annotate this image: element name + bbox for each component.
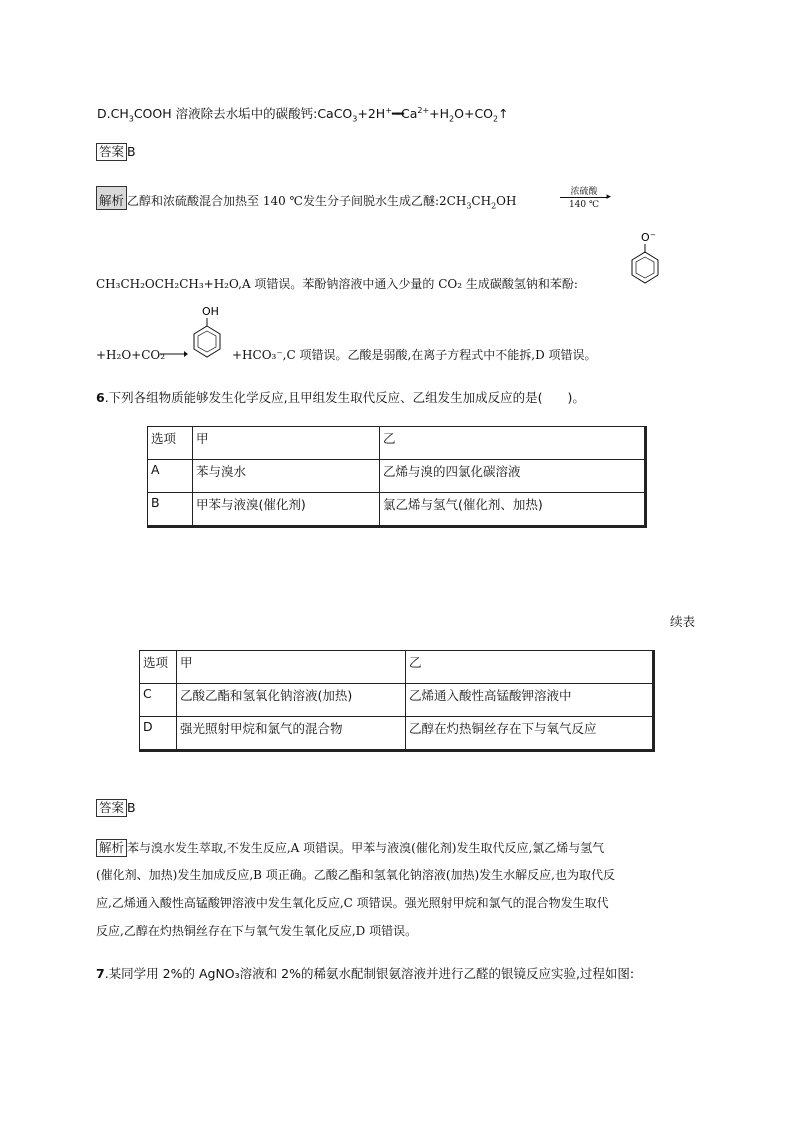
answer-label: 答案	[96, 143, 127, 161]
question-number: 7	[96, 966, 105, 981]
table-cell: C	[140, 684, 177, 717]
explanation-2-line-2: (催化剂、加热)发生加成反应,B 项正确。乙酸乙酯和氢氧化钠溶液(加热)发生水解反应,也为取代反	[96, 868, 615, 882]
arrow-shaft: ▸	[560, 197, 608, 198]
table-header-cell: 甲	[177, 651, 406, 684]
table-cell: 强光照射甲烷和氯气的混合物	[177, 717, 406, 751]
table-cell: D	[140, 717, 177, 751]
answer-label: 答案	[96, 799, 127, 817]
options-table-2	[139, 650, 655, 752]
question-6	[96, 390, 585, 406]
table-row	[140, 717, 654, 751]
table-cell: 氯乙烯与氢气(催化剂、加热)	[380, 493, 646, 527]
question-number: 6	[96, 390, 105, 405]
question-text: .下列各组物质能够发生化学反应,且甲组发生取代反应、乙组发生加成反应的是( )。	[104, 390, 585, 405]
table-cell: 乙烯通入酸性高锰酸钾溶液中	[406, 684, 654, 717]
arrow-condition-bottom: 140 ℃	[568, 200, 600, 210]
question-text: .某同学用 2%的 AgNO₃溶液和 2%的稀氨水配制银氨溶液并进行乙醛的银镜反应实验,过程如图:	[104, 966, 635, 981]
answer-2	[96, 799, 136, 817]
table-header-cell: 乙	[380, 427, 646, 460]
explanation-label: 解析	[96, 839, 127, 857]
question-7	[96, 966, 634, 982]
table-cell: 甲苯与液溴(催化剂)	[193, 493, 380, 527]
explanation-1-line-3b: +HCO₃⁻,C 项错误。乙酸是弱酸,在离子方程式中不能拆,D 项错误。	[232, 348, 597, 362]
table-row	[148, 460, 646, 493]
arrow-condition-top: 浓硫酸	[570, 187, 598, 197]
explanation-2-line-3: 应,乙烯通入酸性高锰酸钾溶液中发生氧化反应,C 项错误。强光照射甲烷和氯气的混合物发生取代	[96, 896, 609, 910]
phenoxide-charge: −	[650, 231, 656, 239]
table-header-row	[140, 651, 654, 684]
table-header-row	[148, 427, 646, 460]
table-header-cell: 乙	[406, 651, 654, 684]
table-header-cell: 选项	[148, 427, 193, 460]
phenol-structure	[190, 304, 226, 362]
answer-1	[96, 143, 136, 161]
table-row	[148, 493, 646, 527]
reaction-arrow	[560, 184, 611, 210]
table-cell: A	[148, 460, 193, 493]
phenoxide-structure	[624, 230, 668, 288]
explanation-1-line-1: 解析 乙醇和浓硫酸混合加热至 140 ℃发生分子间脱水生成乙醚$:2CH_3CH_2OH$	[96, 186, 516, 214]
table-cell: 苯与溴水	[193, 460, 380, 493]
explanation-label: 解析	[96, 186, 127, 210]
explanation-1-line-2: CH₃CH₂OCH₂CH₃+H₂O,A 项错误。苯酚钠溶液中通入少量的 CO₂ 生成碳酸氢钠和苯酚:	[96, 277, 578, 291]
reaction-arrow-2	[160, 349, 188, 359]
explanation-2-line-4: 反应,乙醇在灼热铜丝存在下与氧气发生氧化反应,D 项错误。	[96, 924, 418, 938]
phenol-oh-label: OH	[202, 305, 219, 318]
table-cell: 乙烯与溴的四氯化碳溶液	[380, 460, 646, 493]
explanation-2-line-1: 解析 苯与溴水发生萃取,不发生反应,A 项错误。甲苯与液溴(催化剂)发生取代反应,氯乙烯与氢气	[96, 839, 604, 857]
table-cell: B	[148, 493, 193, 527]
explanation-1-line-3a: +H₂O+CO₂	[96, 348, 166, 362]
phenoxide-oxygen-label: O	[641, 231, 650, 244]
table-cell: 乙醇在灼热铜丝存在下与氧气反应	[406, 717, 654, 751]
options-table-1	[147, 426, 647, 528]
table-header-cell: 选项	[140, 651, 177, 684]
continued-table-label: 续表	[670, 614, 696, 629]
answer-value: B	[127, 144, 136, 159]
table-row	[140, 684, 654, 717]
table-header-cell: 甲	[193, 427, 380, 460]
answer-value: B	[127, 800, 136, 815]
option-d-line: $D.CH_3COOH$ 溶液除去水垢中的碳酸钙$:CaCO_3+2H^+━━Ca^{2+}+H_2O+CO_2↑$	[97, 106, 509, 124]
table-cell: 乙酸乙酯和氢氧化钠溶液(加热)	[177, 684, 406, 717]
